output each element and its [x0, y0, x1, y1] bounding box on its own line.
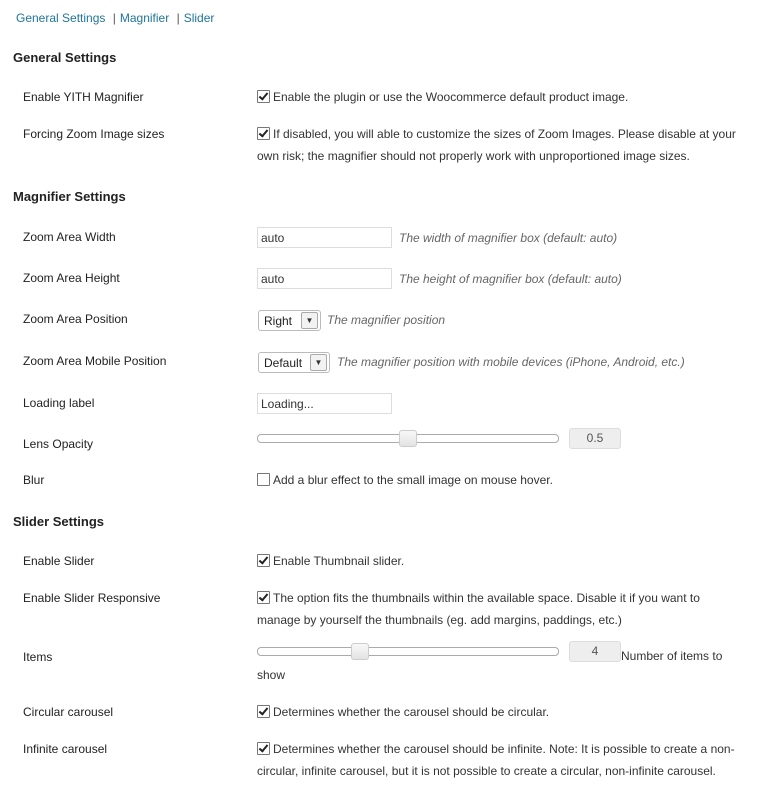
- items-hint: [621, 646, 722, 666]
- section-title-magnifier: Magnifier Settings: [13, 189, 126, 204]
- chevron-down-icon: ▼: [310, 354, 327, 371]
- label-circular: Circular carousel: [23, 705, 114, 719]
- enable-magnifier-checkbox[interactable]: [257, 90, 270, 103]
- forcing-zoom-text-2: own risk; the magnifier should not properly work with unproportioned image sizes.: [257, 149, 690, 163]
- slider-responsive-text-1: The option fits the thumbnails within the available space. Disable it if you want to: [273, 591, 700, 605]
- slider-responsive-checkbox[interactable]: [257, 591, 270, 604]
- circular-field: [257, 701, 549, 723]
- zoom-position-select[interactable]: [258, 310, 321, 331]
- label-blur: Blur: [23, 473, 45, 487]
- label-slider-responsive: Enable Slider Responsive: [23, 591, 161, 605]
- enable-slider-field: [257, 550, 404, 572]
- lens-opacity-value: 0.5: [569, 428, 621, 449]
- forcing-zoom-checkbox[interactable]: [257, 127, 270, 140]
- infinite-checkbox[interactable]: [257, 742, 270, 755]
- section-title-general: General Settings: [13, 50, 117, 65]
- nav-magnifier[interactable]: Magnifier: [119, 11, 170, 25]
- label-enable-magnifier: Enable YITH Magnifier: [23, 90, 144, 104]
- label-zoom-position: Zoom Area Position: [23, 312, 128, 326]
- section-title-slider: Slider Settings: [13, 514, 105, 529]
- loading-label-input[interactable]: Loading...: [257, 393, 392, 414]
- items-hint-2: show: [257, 668, 286, 682]
- zoom-position-value: Right: [264, 313, 293, 328]
- nav-general-settings[interactable]: General Settings: [16, 11, 106, 25]
- infinite-text-1: Determines whether the carousel should be infinite. Note: It is possible to create a non-: [273, 742, 735, 756]
- nav-separator: |: [112, 11, 116, 25]
- items-hint-1: Number of items to: [621, 649, 723, 663]
- slider-responsive-text-2: manage by yourself the thumbnails (eg. add margins, paddings, etc.): [257, 613, 622, 627]
- enable-slider-text: Enable Thumbnail slider.: [273, 554, 405, 568]
- label-infinite: Infinite carousel: [23, 742, 108, 756]
- infinite-field: [257, 738, 735, 782]
- slider-responsive-field: [257, 587, 700, 631]
- zoom-width-hint: The width of magnifier box (default: auto): [399, 231, 618, 245]
- zoom-height-input[interactable]: auto: [257, 268, 392, 289]
- zoom-width-input[interactable]: auto: [257, 227, 392, 248]
- infinite-text-2: circular, infinite carousel, but it is not possible to create a circular, non-infinite carousel.: [257, 764, 716, 778]
- items-slider[interactable]: [257, 647, 559, 656]
- blur-field: [257, 469, 553, 491]
- nav-separator: |: [176, 11, 180, 25]
- forcing-zoom-field: [257, 123, 736, 167]
- blur-checkbox[interactable]: [257, 473, 270, 486]
- subnav: [16, 11, 214, 25]
- zoom-position-hint: The magnifier position: [327, 313, 446, 327]
- label-mobile-position: Zoom Area Mobile Position: [23, 354, 167, 368]
- mobile-position-hint: The magnifier position with mobile devices (iPhone, Android, etc.): [337, 355, 685, 369]
- forcing-zoom-text-1: If disabled, you will able to customize the sizes of Zoom Images. Please disable at your: [273, 127, 736, 141]
- zoom-height-hint: The height of magnifier box (default: auto): [399, 272, 622, 286]
- items-handle[interactable]: [351, 643, 369, 660]
- label-enable-slider: Enable Slider: [23, 554, 95, 568]
- lens-opacity-handle[interactable]: [399, 430, 417, 447]
- circular-checkbox[interactable]: [257, 705, 270, 718]
- label-lens-opacity: Lens Opacity: [23, 437, 94, 451]
- label-zoom-width: Zoom Area Width: [23, 230, 116, 244]
- mobile-position-value: Default: [264, 355, 303, 370]
- label-items: Items: [23, 650, 53, 664]
- circular-text: Determines whether the carousel should be circular.: [273, 705, 550, 719]
- enable-magnifier-field: [257, 86, 628, 108]
- chevron-down-icon: ▼: [301, 312, 318, 329]
- enable-slider-checkbox[interactable]: [257, 554, 270, 567]
- enable-magnifier-text: Enable the plugin or use the Woocommerce default product image.: [273, 90, 629, 104]
- label-forcing-zoom: Forcing Zoom Image sizes: [23, 127, 165, 141]
- nav-slider[interactable]: Slider: [183, 11, 215, 25]
- label-zoom-height: Zoom Area Height: [23, 271, 120, 285]
- label-loading: Loading label: [23, 396, 95, 410]
- mobile-position-select[interactable]: [258, 352, 330, 373]
- items-value: 4: [569, 641, 621, 662]
- blur-text: Add a blur effect to the small image on mouse hover.: [273, 473, 553, 487]
